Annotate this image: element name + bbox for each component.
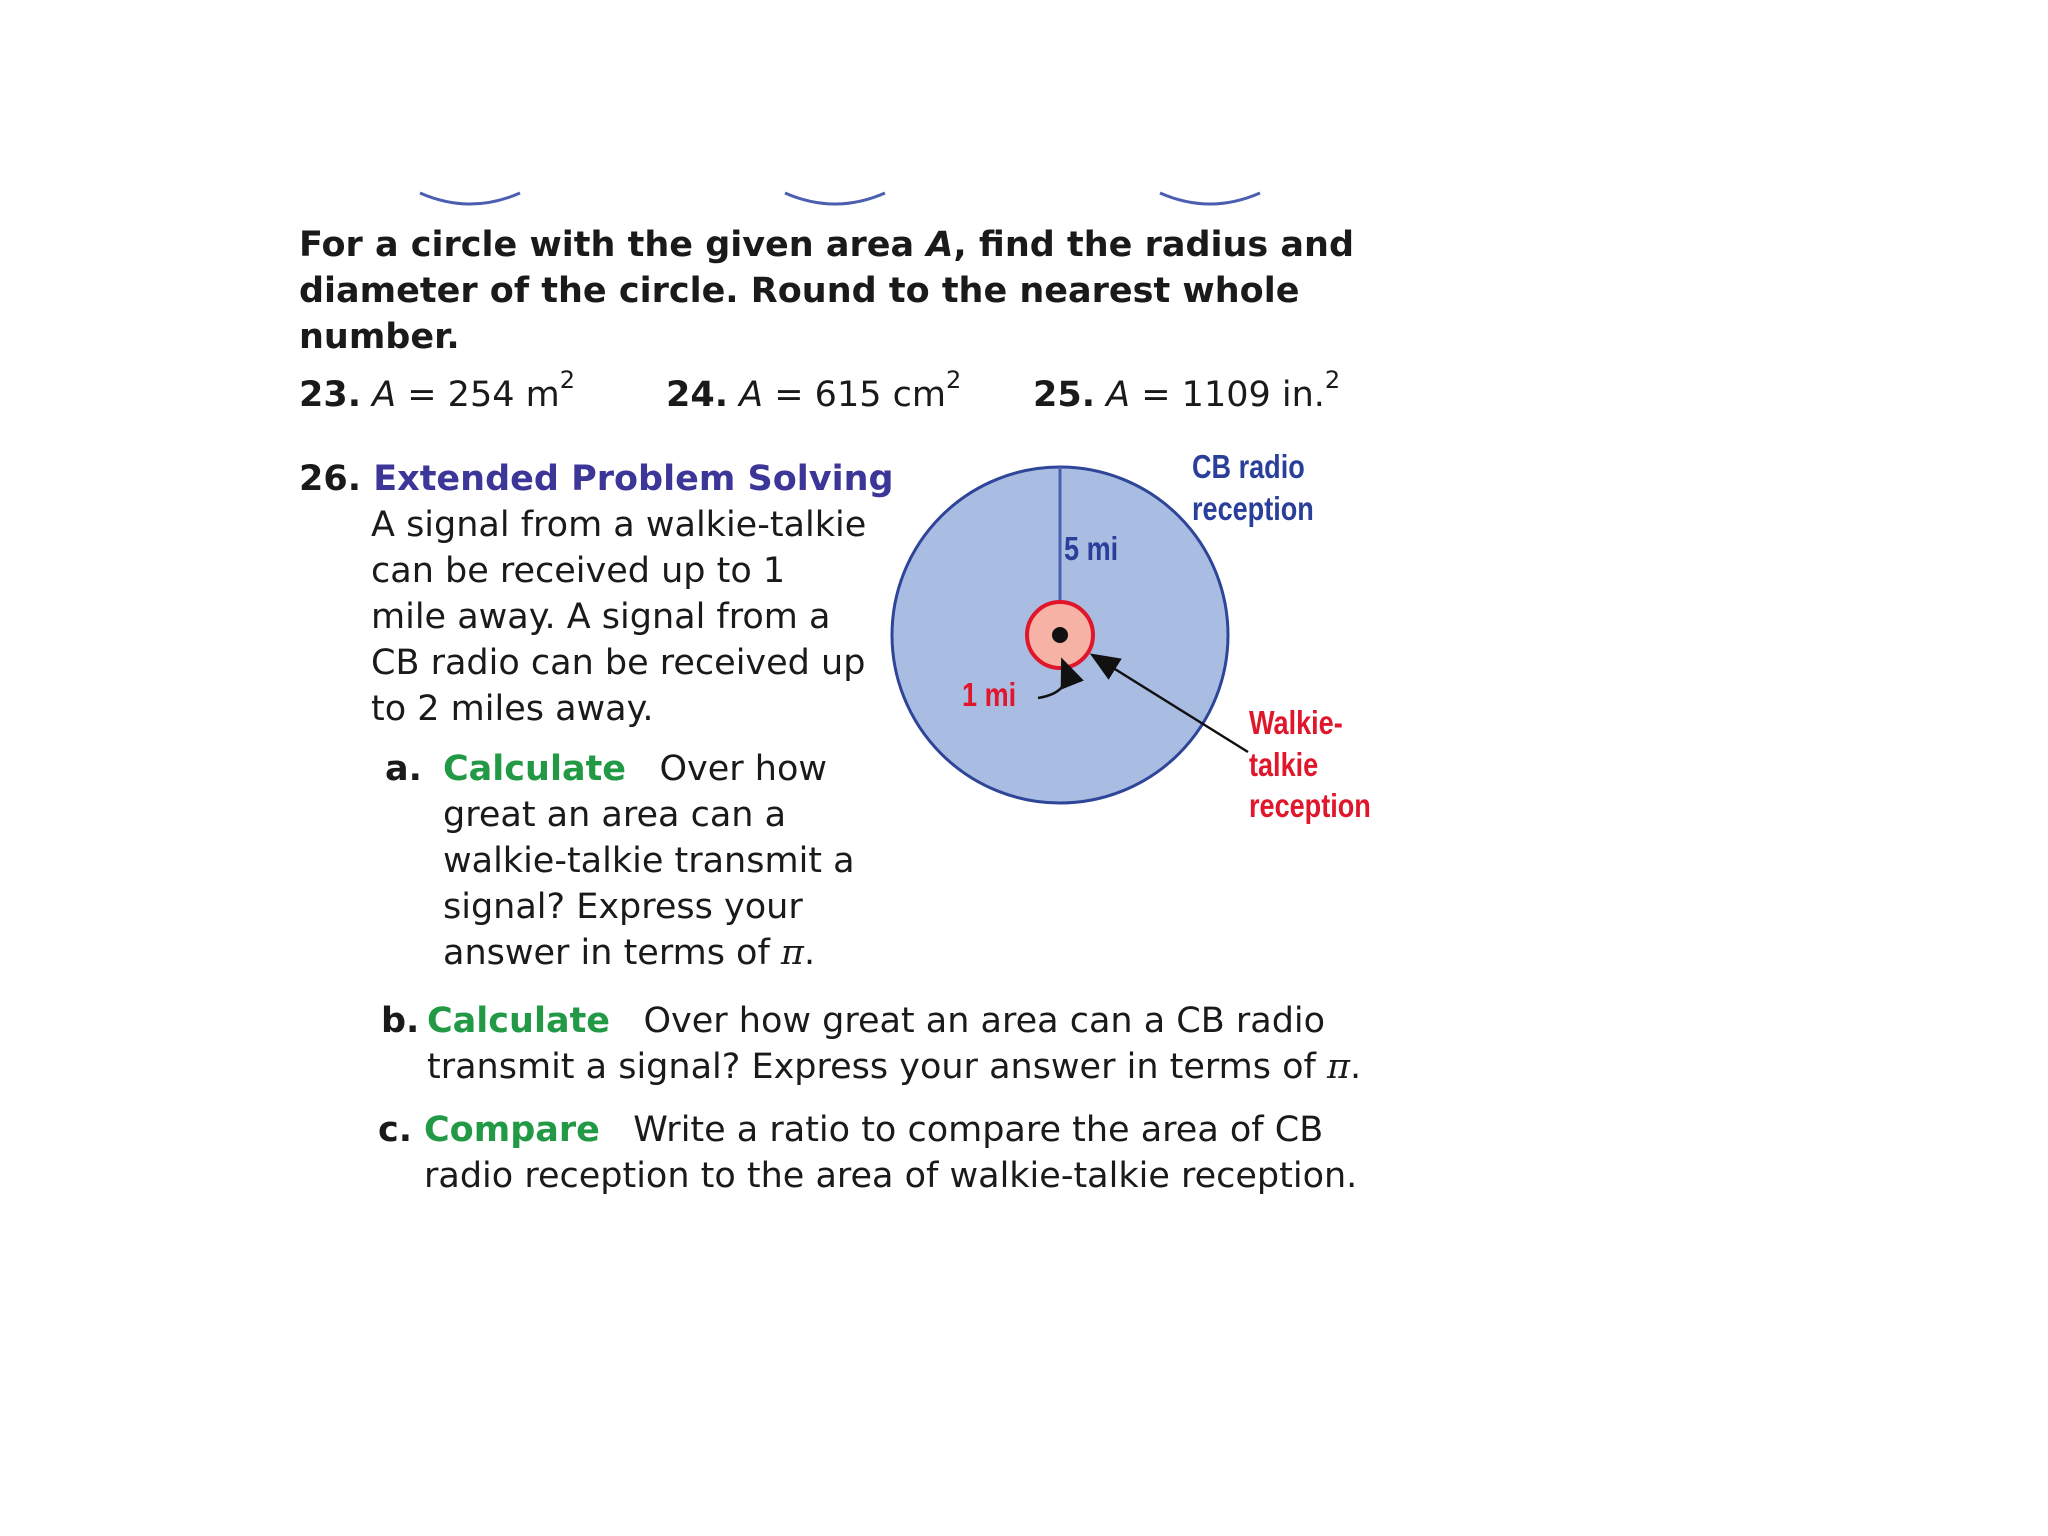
arc-left — [420, 193, 520, 204]
exercise-number: 25. — [1033, 375, 1096, 415]
exercise-25 — [1033, 366, 1341, 418]
part-verb: Calculate — [443, 749, 627, 789]
exercise-24 — [666, 366, 962, 418]
pi-symbol: π — [1327, 1047, 1351, 1087]
instructions-variable: A — [926, 225, 954, 265]
walkie-talkie-label-line2: talkie — [1249, 746, 1319, 783]
exercise-23 — [299, 366, 575, 418]
part-letter: b. — [381, 1001, 420, 1041]
part-text: Over how great an area can a walkie-talkie transmit a signal? Express your answer in terms of — [443, 749, 855, 973]
reception-diagram — [880, 440, 1400, 830]
exercise-value: = 615 cm — [763, 375, 946, 415]
part-end: . — [803, 933, 816, 973]
part-text: Over how great an area can a CB radio transmit a signal? Express your answer in terms of — [427, 1001, 1327, 1087]
arc-middle — [785, 193, 885, 204]
exercise-value: = 254 m — [396, 375, 560, 415]
reception-circles — [880, 440, 1400, 830]
problem-number: 26. — [299, 459, 362, 499]
exercise-number: 23. — [299, 375, 362, 415]
part-verb: Compare — [424, 1110, 600, 1150]
exercise-number: 24. — [666, 375, 729, 415]
inner-radius-label: 1 mi — [962, 676, 1017, 713]
exercise-exponent: 2 — [1324, 366, 1341, 394]
part-end: . — [1350, 1047, 1362, 1087]
exercise-value: = 1109 in. — [1130, 375, 1325, 415]
pi-symbol: π — [780, 933, 804, 973]
part-text: Write a ratio to compare the area of CB radio reception to the area of walkie-talkie reception. — [424, 1110, 1358, 1196]
cb-radio-label-line1: CB radio — [1192, 448, 1305, 485]
cropped-circle-arcs — [0, 185, 2048, 215]
instructions — [299, 222, 1359, 360]
exercise-variable: A — [1106, 375, 1131, 415]
problem-26-body: A signal from a walkie-talkie can be received up to 1 mile away. A signal from a CB radio can be received up to 2 miles away. — [371, 505, 867, 729]
arc-right — [1160, 193, 1260, 204]
part-letter: a. — [385, 749, 422, 789]
instructions-end: , find the radius and diameter of the circle. Round to the nearest whole number. — [299, 225, 1355, 357]
walkie-talkie-label-line3: reception — [1249, 787, 1371, 824]
part-b — [381, 998, 1387, 1090]
exercise-exponent: 2 — [945, 366, 962, 394]
outer-radius-label: 5 mi — [1064, 530, 1119, 567]
exercise-exponent: 2 — [559, 366, 575, 394]
problem-26-heading — [299, 456, 894, 502]
instructions-start: For a circle with the given area — [299, 225, 927, 265]
cb-radio-label-line2: reception — [1192, 490, 1314, 527]
part-c — [378, 1107, 1384, 1199]
walkie-talkie-label-line1: Walkie- — [1249, 704, 1343, 741]
center-dot — [1052, 627, 1068, 643]
exercise-variable: A — [372, 375, 397, 415]
problem-title: Extended Problem Solving — [373, 459, 894, 499]
exercise-variable: A — [739, 375, 764, 415]
part-letter: c. — [378, 1110, 413, 1150]
part-a — [385, 746, 883, 976]
part-verb: Calculate — [427, 1001, 611, 1041]
